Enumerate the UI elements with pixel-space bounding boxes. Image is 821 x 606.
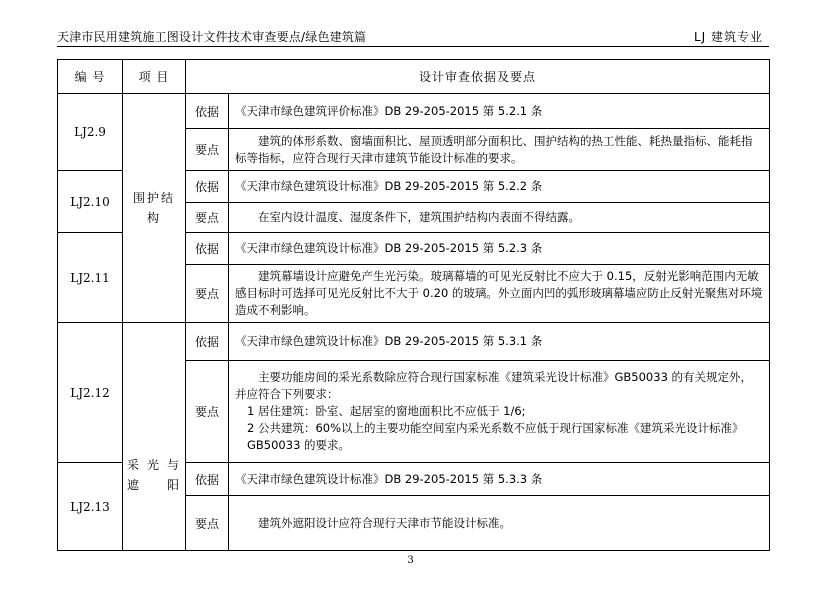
- kind-basis: 依据: [186, 94, 229, 129]
- kind-point: 要点: [186, 203, 229, 233]
- kind-point: 要点: [186, 496, 229, 551]
- column-header-content: 设计审查依据及要点: [186, 60, 770, 94]
- row-number: LJ2.12: [58, 323, 123, 463]
- row-number: LJ2.9: [58, 94, 123, 171]
- group-lighting-line1: 采 光 与: [127, 457, 181, 472]
- point-line: 主要功能房间的采光系数除应符合现行国家标准《建筑采光设计标准》GB50033 的有关规定外，并应符合下列要求：: [235, 370, 753, 401]
- point-text: 在室内设计温度、湿度条件下，建筑围护结构内表面不得结露。: [229, 203, 770, 233]
- point-text: 建筑的体形系数、窗墙面积比、屋顶透明部分面积比、围护结构的热工性能、耗热量指标、能耗指标等指标，应符合现行天津市建筑节能设计标准的要求。: [229, 129, 770, 171]
- kind-point: 要点: [186, 361, 229, 463]
- table-row: [58, 94, 770, 129]
- header-rule: [57, 46, 769, 47]
- group-lighting-line2: 遮 阳: [127, 477, 181, 492]
- point-text: 建筑幕墙设计应避免产生光污染。玻璃幕墙的可见光反射比不应大于 0.15，反射光影响范围内无敏感目标时可选择可见光反射比不大于 0.20 的玻璃。外立面内凹的弧形玻璃幕墙应防止反射光聚焦对环境造成不利影响。: [229, 265, 770, 323]
- document-title: 天津市民用建筑施工图设计文件技术审查要点/绿色建筑篇: [57, 30, 367, 44]
- table-row: [58, 323, 770, 361]
- kind-basis: 依据: [186, 463, 229, 496]
- column-header-item: 项 目: [123, 60, 186, 94]
- point-line: 2 公共建筑：60%以上的主要功能空间室内采光系数不应低于现行国家标准《建筑采光设计标准》GB50033 的要求。: [247, 421, 744, 452]
- basis-text: 《天津市绿色建筑评价标准》DB 29-205-2015 第 5.2.1 条: [229, 94, 770, 129]
- kind-point: 要点: [186, 129, 229, 171]
- review-table: [57, 59, 770, 551]
- page-number: 3: [407, 555, 414, 566]
- kind-basis: 依据: [186, 233, 229, 265]
- basis-text: 《天津市绿色建筑设计标准》DB 29-205-2015 第 5.3.3 条: [229, 463, 770, 496]
- row-number: LJ2.11: [58, 233, 123, 323]
- basis-text: 《天津市绿色建筑设计标准》DB 29-205-2015 第 5.3.1 条: [229, 323, 770, 361]
- point-line: 1 居住建筑：卧室、起居室的窗地面积比不应低于 1/6;: [247, 404, 526, 418]
- basis-text: 《天津市绿色建筑设计标准》DB 29-205-2015 第 5.2.2 条: [229, 171, 770, 203]
- kind-point: 要点: [186, 265, 229, 323]
- table-header-row: [58, 60, 770, 94]
- kind-basis: 依据: [186, 171, 229, 203]
- kind-basis: 依据: [186, 323, 229, 361]
- point-text: 建筑外遮阳设计应符合现行天津市节能设计标准。: [229, 496, 770, 551]
- column-header-number: 编 号: [58, 60, 123, 94]
- group-lighting: [123, 323, 186, 551]
- row-number: LJ2.10: [58, 171, 123, 233]
- row-number: LJ2.13: [58, 463, 123, 551]
- basis-text: 《天津市绿色建筑设计标准》DB 29-205-2015 第 5.2.3 条: [229, 233, 770, 265]
- point-text: [229, 361, 770, 463]
- group-envelope: 围护结构: [123, 94, 186, 323]
- discipline-label: LJ 建筑专业: [693, 30, 763, 44]
- page-header: [57, 28, 763, 46]
